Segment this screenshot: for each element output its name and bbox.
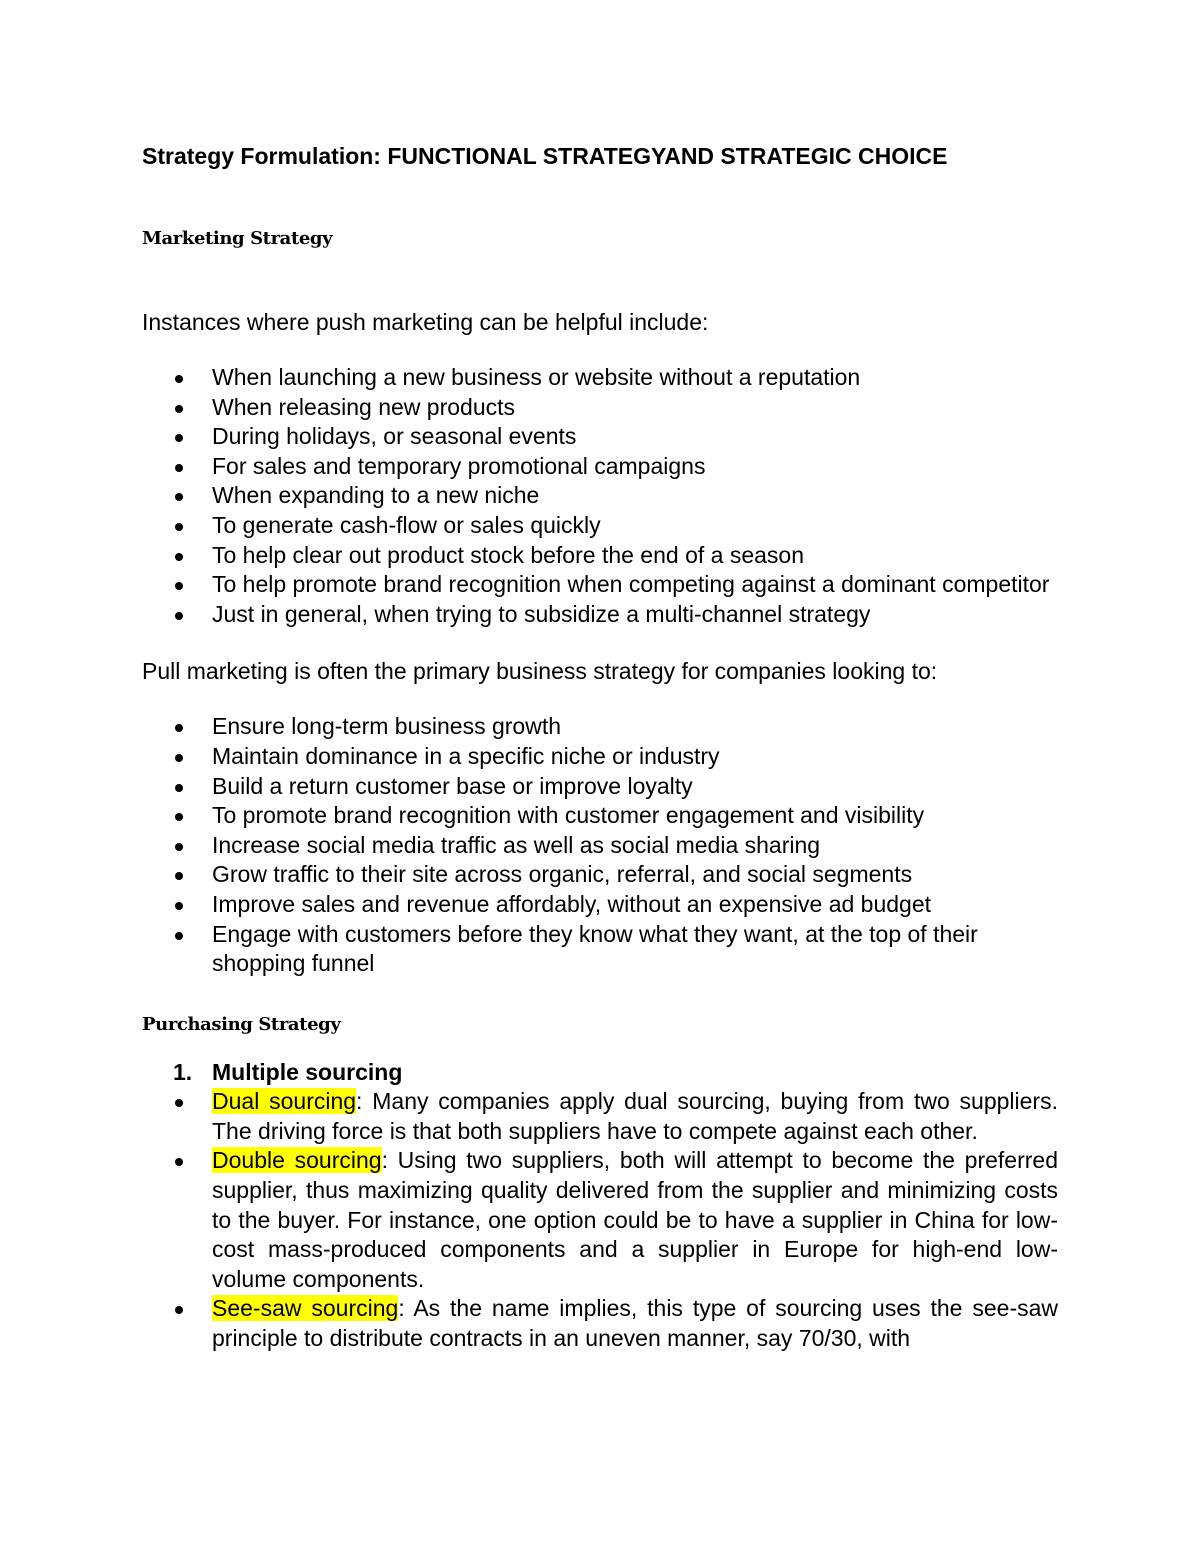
list-item: Increase social media traffic as well as social media sharing	[142, 831, 1058, 861]
list-item-dual-sourcing: Dual sourcing: Many companies apply dual sourcing, buying from two suppliers. The driving force is that both suppliers have to compete against each other.	[142, 1087, 1058, 1146]
bullet-icon	[175, 784, 183, 792]
list-number: 1.	[173, 1058, 193, 1085]
document-body	[142, 140, 1058, 1354]
bullet-icon	[175, 582, 183, 590]
highlighted-term: Dual sourcing	[212, 1088, 357, 1115]
list-item-see-saw-sourcing: See-saw sourcing: As the name implies, this type of sourcing uses the see-saw principle to distribute contracts in an uneven manner, say 70/30, with	[142, 1294, 1058, 1353]
list-item: To help promote brand recognition when competing against a dominant competitor	[142, 570, 1058, 600]
list-item: Ensure long-term business growth	[142, 712, 1058, 742]
list-item-double-sourcing: Double sourcing: Using two suppliers, both will attempt to become the preferred supplier, thus maximizing quality delivered from the supplier and minimizing costs to the buyer. For instance, one option could be to have a supplier in China for low-cost mass-produced components and a supplier in Europe for high-end low-volume components.	[142, 1146, 1058, 1294]
list-item: When launching a new business or website without a reputation	[142, 363, 1058, 393]
pull-marketing-intro: Pull marketing is often the primary business strategy for companies looking to:	[142, 658, 938, 685]
list-item: Build a return customer base or improve loyalty	[142, 772, 1058, 802]
bullet-icon	[175, 1306, 183, 1314]
highlighted-term: See-saw sourcing	[212, 1295, 399, 1322]
bullet-icon	[175, 932, 183, 940]
bullet-icon	[175, 464, 183, 472]
bullet-icon	[175, 1158, 183, 1166]
list-item: When expanding to a new niche	[142, 481, 1058, 511]
highlighted-term: Double sourcing	[212, 1147, 382, 1174]
bullet-icon	[175, 872, 183, 880]
list-item: To generate cash-flow or sales quickly	[142, 511, 1058, 541]
bullet-icon	[175, 843, 183, 851]
bullet-icon	[175, 754, 183, 762]
marketing-strategy-heading: Marketing Strategy	[142, 228, 333, 249]
list-item: When releasing new products	[142, 393, 1058, 423]
list-item: Just in general, when trying to subsidize a multi-channel strategy	[142, 600, 1058, 630]
bullet-icon	[175, 434, 183, 442]
bullet-icon	[175, 1099, 183, 1107]
bullet-icon	[175, 375, 183, 383]
list-item: Improve sales and revenue affordably, without an expensive ad budget	[142, 890, 1058, 920]
bullet-icon	[175, 405, 183, 413]
list-item: To help clear out product stock before the end of a season	[142, 541, 1058, 571]
push-marketing-intro: Instances where push marketing can be helpful include:	[142, 309, 709, 335]
sourcing-types-list	[142, 1087, 1058, 1353]
list-item: For sales and temporary promotional campaigns	[142, 452, 1058, 482]
numbered-item-multiple-sourcing: 1. Multiple sourcing	[142, 1058, 1058, 1088]
push-marketing-list	[142, 363, 1058, 629]
pull-marketing-list	[142, 712, 1058, 978]
list-item: During holidays, or seasonal events	[142, 422, 1058, 452]
list-item: Maintain dominance in a specific niche or industry	[142, 742, 1058, 772]
document-title: Strategy Formulation: FUNCTIONAL STRATEGYAND STRATEGIC CHOICE	[142, 143, 948, 169]
list-item: Engage with customers before they know what they want, at the top of their shopping funnel	[142, 920, 1058, 979]
bullet-icon	[175, 493, 183, 501]
purchasing-numbered-list	[142, 1058, 1058, 1088]
bullet-icon	[175, 813, 183, 821]
bullet-icon	[175, 612, 183, 620]
bullet-icon	[175, 902, 183, 910]
purchasing-strategy-heading: Purchasing Strategy	[142, 1013, 341, 1035]
list-item: To promote brand recognition with customer engagement and visibility	[142, 801, 1058, 831]
bullet-icon	[175, 724, 183, 732]
bullet-icon	[175, 553, 183, 561]
list-item: Grow traffic to their site across organic, referral, and social segments	[142, 860, 1058, 890]
bullet-icon	[175, 523, 183, 531]
